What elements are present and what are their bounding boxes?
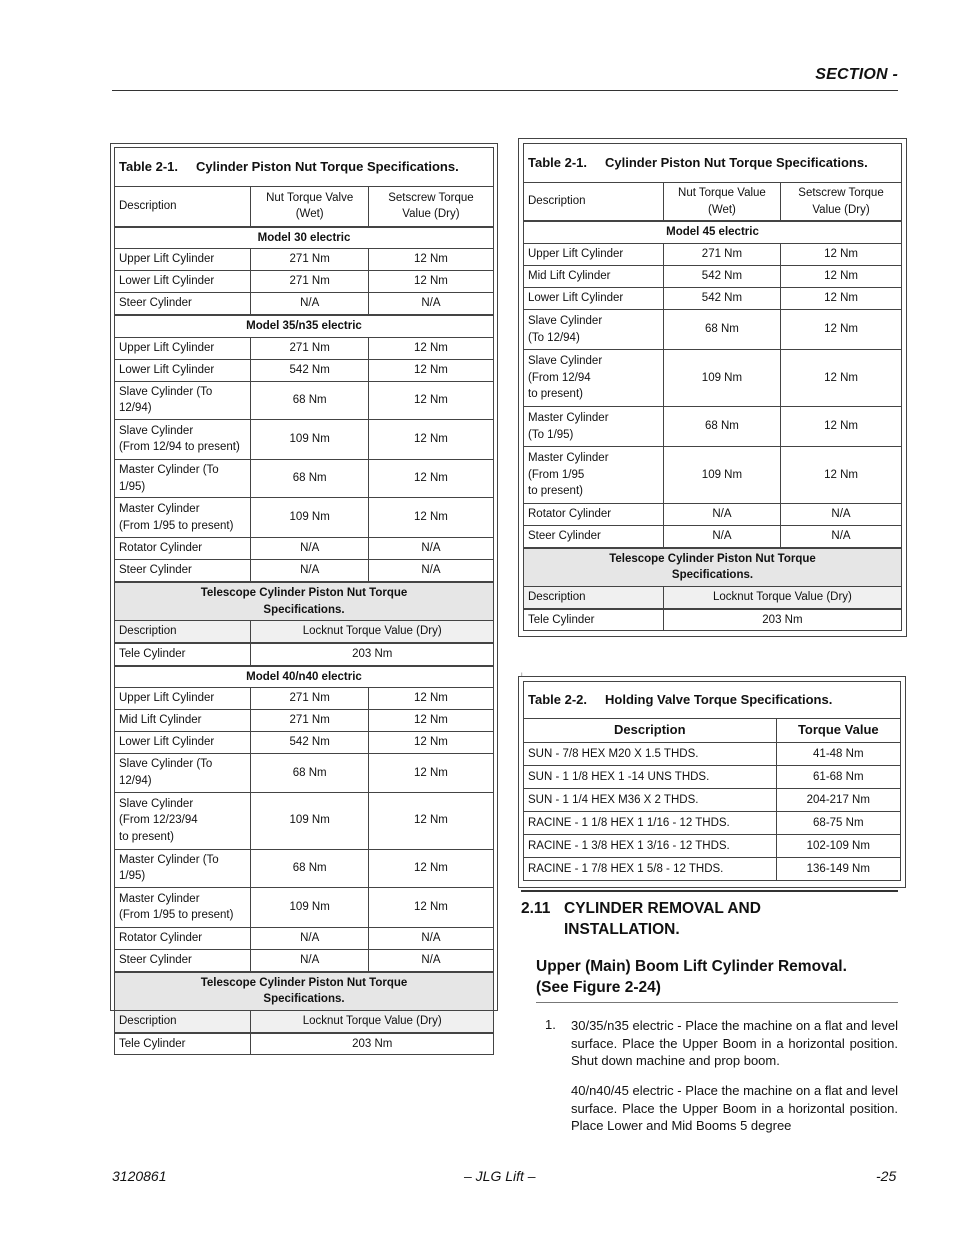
row-setscrew-torque: N/A	[368, 927, 493, 949]
row-setscrew-torque: 12 Nm	[368, 359, 493, 381]
tele-col-locknut: Locknut Torque Value (Dry)	[663, 587, 901, 609]
row-description: RACINE - 1 1/8 HEX 1 1/16 - 12 THDS.	[524, 811, 777, 834]
row-description: Master Cylinder (To 1/95)	[115, 459, 251, 497]
tele-row-label: Tele Cylinder	[115, 643, 251, 666]
page-header	[112, 60, 898, 91]
col-header-setscrew-torque: Setscrew Torque Value (Dry)	[781, 183, 902, 222]
row-setscrew-torque: N/A	[781, 526, 902, 548]
table-title	[524, 682, 901, 719]
table-title-text: Cylinder Piston Nut Torque Specifications.	[605, 154, 868, 170]
tele-heading-line1: Telescope Cylinder Piston Nut Torque	[200, 586, 408, 599]
tele-heading-line2: Specifications.	[263, 993, 345, 1006]
tele-col-locknut: Locknut Torque Value (Dry)	[251, 621, 494, 643]
row-description: Lower Lift Cylinder	[524, 288, 664, 310]
tele-col-description: Description	[115, 621, 251, 643]
tele-col-description: Description	[524, 587, 664, 609]
row-description: Upper Lift Cylinder	[115, 249, 251, 271]
row-description: Lower Lift Cylinder	[115, 271, 251, 293]
tele-heading	[115, 582, 494, 621]
tele-col-header-row	[115, 621, 494, 643]
row-setscrew-torque: 12 Nm	[368, 688, 493, 710]
row-description: SUN - 7/8 HEX M20 X 1.5 THDS.	[524, 742, 777, 765]
row-nut-torque: 109 Nm	[251, 792, 368, 849]
table-number: Table 2-1.	[528, 154, 588, 170]
row-torque-value: 61-68 Nm	[776, 765, 900, 788]
table-row	[115, 538, 494, 560]
torque-table-right	[523, 143, 902, 631]
row-setscrew-torque: 12 Nm	[368, 849, 493, 887]
row-setscrew-torque: N/A	[368, 293, 493, 315]
model-heading: Model 45 electric	[524, 221, 902, 243]
row-setscrew-torque: 12 Nm	[781, 407, 902, 447]
table-cylinder-torque-left	[110, 143, 498, 1050]
row-description: Master Cylinder (From 1/95 to present)	[115, 887, 251, 927]
row-description: Steer Cylinder	[115, 949, 251, 971]
table-holding-valve	[518, 676, 906, 888]
table-row	[115, 732, 494, 754]
table-row	[115, 560, 494, 582]
row-setscrew-torque: 12 Nm	[781, 288, 902, 310]
row-description: Master Cylinder (To 1/95)	[115, 849, 251, 887]
row-nut-torque: 271 Nm	[251, 337, 368, 359]
table-title	[524, 144, 902, 183]
col-header-nut-torque: Nut Torque Value (Wet)	[663, 183, 780, 222]
table-row	[115, 887, 494, 927]
tele-row-value: 203 Nm	[663, 609, 901, 631]
row-nut-torque: 271 Nm	[663, 244, 780, 266]
row-setscrew-torque: 12 Nm	[781, 447, 902, 504]
section-number: 2.11	[521, 900, 551, 917]
footer-page-number: -25	[876, 1168, 897, 1184]
row-torque-value: 204-217 Nm	[776, 788, 900, 811]
table-row	[524, 765, 901, 788]
row-description: Upper Lift Cylinder	[115, 688, 251, 710]
row-setscrew-torque: 12 Nm	[368, 249, 493, 271]
row-description: SUN - 1 1/8 HEX 1 -14 UNS THDS.	[524, 765, 777, 788]
tele-col-locknut: Locknut Torque Value (Dry)	[251, 1010, 494, 1032]
row-nut-torque: 109 Nm	[663, 350, 780, 407]
row-nut-torque: 68 Nm	[251, 459, 368, 497]
row-description: Slave Cylinder (From 12/23/94 to present)	[115, 792, 251, 849]
footer-doc-number: 3120861	[112, 1168, 167, 1184]
row-setscrew-torque: 12 Nm	[781, 350, 902, 407]
table-row	[115, 271, 494, 293]
row-nut-torque: 271 Nm	[251, 249, 368, 271]
model-heading: Model 40/n40 electric	[115, 666, 494, 688]
table-title-text: Cylinder Piston Nut Torque Specifications.	[196, 158, 459, 174]
row-setscrew-torque: 12 Nm	[368, 732, 493, 754]
table-row	[524, 834, 901, 857]
table-row	[115, 1033, 494, 1055]
row-nut-torque: N/A	[251, 560, 368, 582]
footer-center: – JLG Lift –	[464, 1168, 536, 1184]
table-row	[115, 754, 494, 792]
row-description: Lower Lift Cylinder	[115, 732, 251, 754]
row-nut-torque: 68 Nm	[663, 310, 780, 350]
row-description: Rotator Cylinder	[115, 538, 251, 560]
row-nut-torque: 68 Nm	[663, 407, 780, 447]
tele-heading	[524, 548, 902, 587]
row-setscrew-torque: 12 Nm	[368, 271, 493, 293]
tele-col-description: Description	[115, 1010, 251, 1032]
col-header-setscrew-torque: Setscrew Torque Value (Dry)	[368, 187, 493, 227]
row-nut-torque: 271 Nm	[251, 271, 368, 293]
tele-row-label: Tele Cylinder	[524, 609, 664, 631]
table-row	[524, 742, 901, 765]
row-description: Slave Cylinder (From 12/94 to present)	[115, 419, 251, 459]
row-torque-value: 68-75 Nm	[776, 811, 900, 834]
tele-col-header-row	[115, 1010, 494, 1032]
table-row	[115, 688, 494, 710]
subsection-line1: Upper (Main) Boom Lift Cylinder Removal.	[536, 958, 847, 975]
row-nut-torque: 271 Nm	[251, 688, 368, 710]
section-title-line2: INSTALLATION.	[564, 921, 680, 938]
table-row	[115, 337, 494, 359]
row-description: Master Cylinder (From 1/95 to present)	[115, 498, 251, 538]
row-nut-torque: N/A	[251, 949, 368, 971]
subsection-line2: (See Figure 2-24)	[536, 979, 661, 996]
col-header-description: Description	[115, 187, 251, 227]
row-setscrew-torque: 12 Nm	[368, 754, 493, 792]
model-heading: Model 30 electric	[115, 227, 494, 249]
table-number: Table 2-2.	[528, 691, 588, 707]
row-torque-value: 136-149 Nm	[776, 857, 900, 880]
table-row	[524, 288, 902, 310]
table-row	[115, 710, 494, 732]
row-nut-torque: 109 Nm	[251, 887, 368, 927]
row-setscrew-torque: 12 Nm	[368, 381, 493, 419]
tele-col-header-row	[524, 587, 902, 609]
tele-heading-line2: Specifications.	[671, 569, 754, 582]
step-paragraph-2: 40/n40/45 electric - Place the machine on a flat and level surface. Place the Upper Boom in a horizontal position. Place Lower and Mid Booms 5 degree	[571, 1083, 898, 1133]
row-setscrew-torque: 12 Nm	[781, 310, 902, 350]
col-header-description: Description	[524, 719, 777, 743]
row-nut-torque: 68 Nm	[251, 381, 368, 419]
subsection-heading	[536, 956, 898, 1003]
row-nut-torque: 542 Nm	[251, 732, 368, 754]
table-row	[524, 350, 902, 407]
table-title-text: Holding Valve Torque Specifications.	[605, 691, 833, 707]
tele-heading	[115, 972, 494, 1011]
row-nut-torque: N/A	[251, 927, 368, 949]
step-number: 1.	[545, 1017, 556, 1032]
row-description: Upper Lift Cylinder	[115, 337, 251, 359]
table-row	[524, 310, 902, 350]
section-title-line1: CYLINDER REMOVAL AND	[564, 900, 761, 917]
model-heading: Model 35/n35 electric	[115, 315, 494, 337]
table-title	[115, 148, 494, 187]
row-setscrew-torque: 12 Nm	[368, 792, 493, 849]
tele-row-value: 203 Nm	[251, 1033, 494, 1055]
table-row	[115, 359, 494, 381]
row-nut-torque: 109 Nm	[251, 419, 368, 459]
row-nut-torque: 109 Nm	[251, 498, 368, 538]
table-row	[524, 811, 901, 834]
table-cylinder-torque-right	[518, 138, 907, 637]
table-row	[115, 643, 494, 666]
row-description: Upper Lift Cylinder	[524, 244, 664, 266]
table-row	[115, 949, 494, 971]
row-setscrew-torque: 12 Nm	[781, 244, 902, 266]
tele-heading-line1: Telescope Cylinder Piston Nut Torque	[200, 976, 408, 989]
section-heading	[521, 890, 898, 940]
section-label: SECTION -	[815, 66, 898, 83]
col-header-torque-value: Torque Value	[776, 719, 900, 743]
row-nut-torque: 542 Nm	[663, 288, 780, 310]
valve-table	[523, 681, 901, 881]
row-torque-value: 41-48 Nm	[776, 742, 900, 765]
table-row	[115, 498, 494, 538]
tele-row-value: 203 Nm	[251, 643, 494, 666]
table-row	[524, 504, 902, 526]
table-row	[115, 849, 494, 887]
row-description: Master Cylinder (To 1/95)	[524, 407, 664, 447]
torque-table-left	[114, 147, 494, 1055]
row-nut-torque: 271 Nm	[251, 710, 368, 732]
row-nut-torque: N/A	[663, 526, 780, 548]
table-row	[115, 792, 494, 849]
row-description: Lower Lift Cylinder	[115, 359, 251, 381]
row-setscrew-torque: 12 Nm	[781, 266, 902, 288]
row-description: Slave Cylinder (From 12/94 to present)	[524, 350, 664, 407]
row-setscrew-torque: 12 Nm	[368, 710, 493, 732]
col-header-description: Description	[524, 183, 664, 222]
row-description: Steer Cylinder	[115, 560, 251, 582]
row-setscrew-torque: 12 Nm	[368, 337, 493, 359]
row-setscrew-torque: N/A	[368, 560, 493, 582]
tele-heading-line1: Telescope Cylinder Piston Nut Torque	[609, 552, 816, 565]
row-description: Slave Cylinder (To 12/94)	[115, 754, 251, 792]
table-row	[524, 609, 902, 631]
row-setscrew-torque: 12 Nm	[368, 498, 493, 538]
row-setscrew-torque: N/A	[368, 949, 493, 971]
table-row	[524, 407, 902, 447]
table-row	[524, 526, 902, 548]
row-nut-torque: N/A	[663, 504, 780, 526]
step-paragraph-1: 30/35/n35 electric - Place the machine on a flat and level surface. Place the Upper Boom in a horizontal position. Shut down machine and prop boom.	[571, 1018, 898, 1068]
table-row	[115, 927, 494, 949]
row-nut-torque: 68 Nm	[251, 849, 368, 887]
table-row	[524, 244, 902, 266]
row-description: Master Cylinder (From 1/95 to present)	[524, 447, 664, 504]
row-description: Slave Cylinder (To 12/94)	[115, 381, 251, 419]
row-description: Steer Cylinder	[524, 526, 664, 548]
row-setscrew-torque: 12 Nm	[368, 887, 493, 927]
row-description: Rotator Cylinder	[524, 504, 664, 526]
row-description: Mid Lift Cylinder	[115, 710, 251, 732]
row-description: Mid Lift Cylinder	[524, 266, 664, 288]
tele-row-label: Tele Cylinder	[115, 1033, 251, 1055]
row-description: Rotator Cylinder	[115, 927, 251, 949]
table-number: Table 2-1.	[119, 158, 179, 174]
row-setscrew-torque: N/A	[368, 538, 493, 560]
row-description: RACINE - 1 3/8 HEX 1 3/16 - 12 THDS.	[524, 834, 777, 857]
table-row	[524, 857, 901, 880]
table-row	[524, 447, 902, 504]
table-row	[524, 266, 902, 288]
row-nut-torque: 109 Nm	[663, 447, 780, 504]
row-nut-torque: 542 Nm	[251, 359, 368, 381]
row-nut-torque: 68 Nm	[251, 754, 368, 792]
tele-heading-line2: Specifications.	[263, 603, 345, 616]
table-row	[115, 419, 494, 459]
row-description: Steer Cylinder	[115, 293, 251, 315]
margin-mark: ı	[521, 672, 523, 678]
row-torque-value: 102-109 Nm	[776, 834, 900, 857]
table-row	[115, 381, 494, 419]
row-nut-torque: 542 Nm	[663, 266, 780, 288]
col-header-nut-torque: Nut Torque Valve (Wet)	[251, 187, 368, 227]
table-row	[115, 459, 494, 497]
table-row	[115, 249, 494, 271]
row-setscrew-torque: 12 Nm	[368, 459, 493, 497]
row-description: Slave Cylinder (To 12/94)	[524, 310, 664, 350]
row-setscrew-torque: N/A	[781, 504, 902, 526]
row-nut-torque: N/A	[251, 538, 368, 560]
table-row	[524, 788, 901, 811]
row-description: SUN - 1 1/4 HEX M36 X 2 THDS.	[524, 788, 777, 811]
row-setscrew-torque: 12 Nm	[368, 419, 493, 459]
row-description: RACINE - 1 7/8 HEX 1 5/8 - 12 THDS.	[524, 857, 777, 880]
table-row	[115, 293, 494, 315]
row-nut-torque: N/A	[251, 293, 368, 315]
